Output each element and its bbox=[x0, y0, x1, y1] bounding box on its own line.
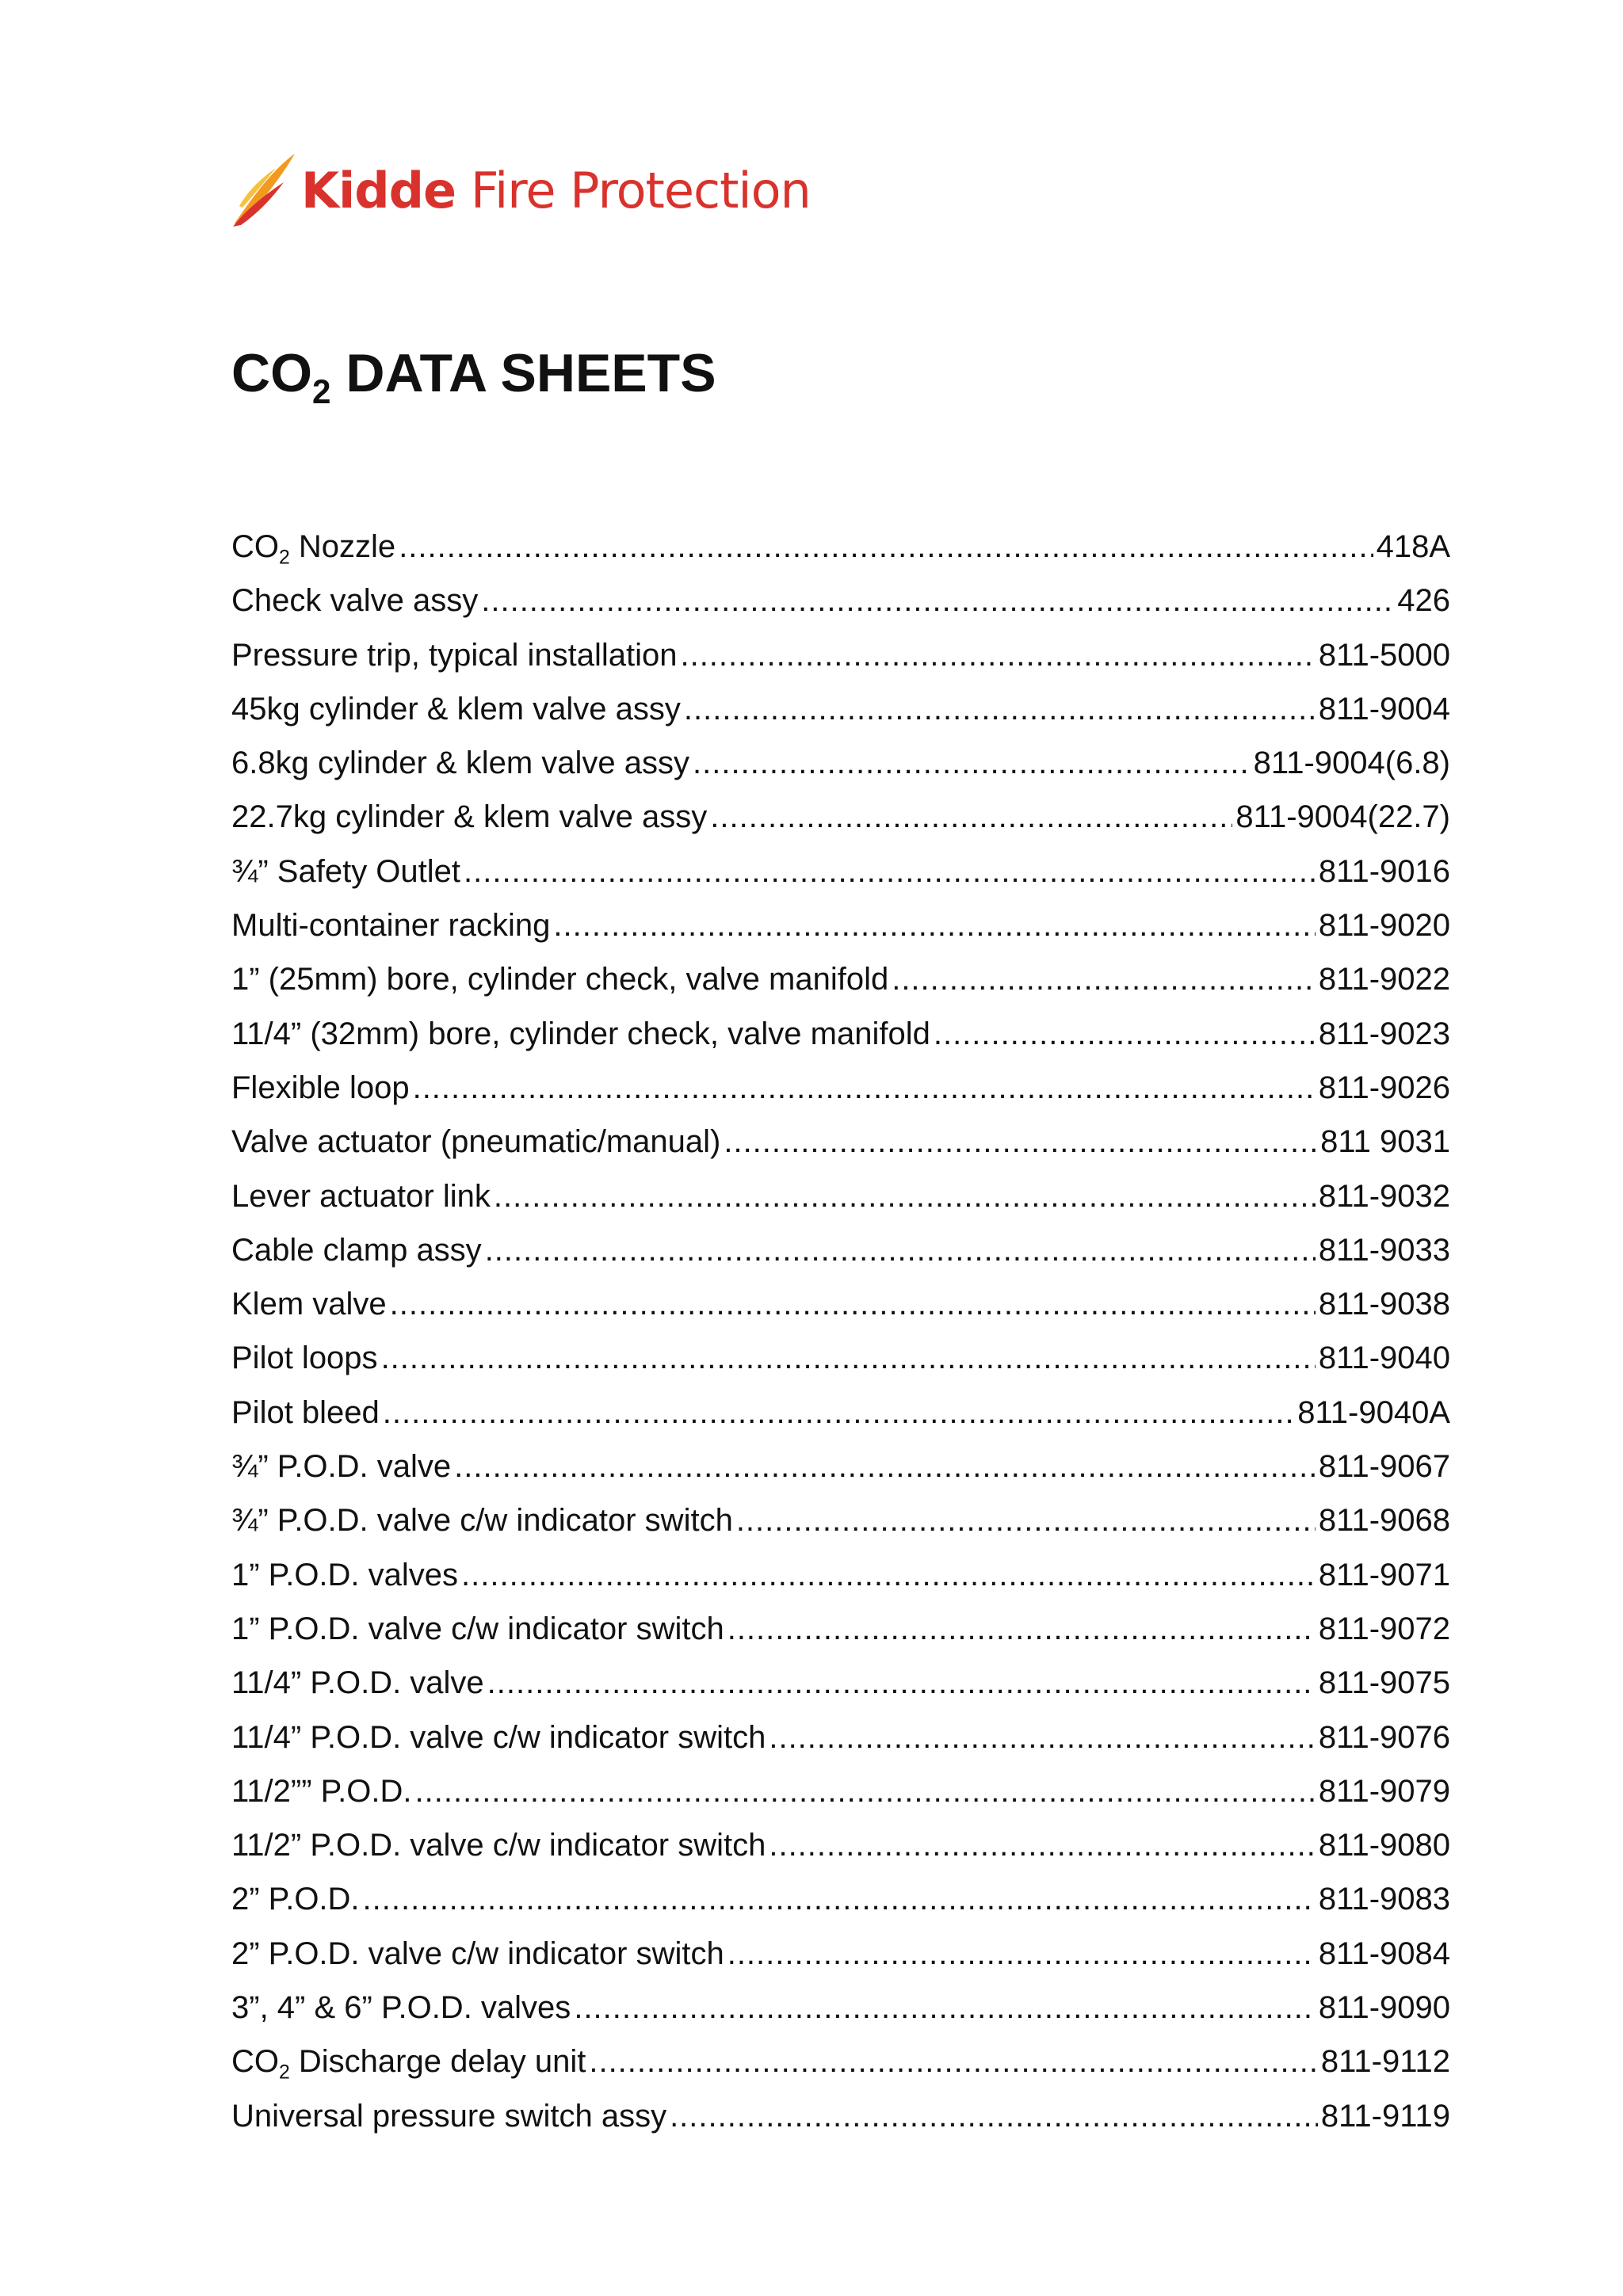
toc-entry-label bbox=[231, 1711, 766, 1764]
toc-dot-leader bbox=[487, 1656, 1316, 1710]
toc-entry bbox=[231, 682, 1450, 736]
toc-dot-leader bbox=[481, 574, 1394, 627]
toc-entry-label-text: 2” P.O.D. bbox=[231, 1882, 360, 1917]
title-prefix: CO bbox=[231, 343, 312, 403]
kidde-logo bbox=[228, 151, 811, 230]
toc-entry bbox=[231, 1818, 1450, 1872]
toc-entry-sheet-number: 811-9075 bbox=[1318, 1665, 1450, 1701]
toc-entry-label-text: Nozzle bbox=[289, 529, 396, 564]
toc-entry-sheet-number: 811-9022 bbox=[1318, 962, 1450, 997]
toc-entry-label bbox=[231, 790, 707, 844]
toc-entry-label bbox=[231, 736, 689, 790]
toc-entry-label-text: Universal pressure switch assy bbox=[231, 2098, 667, 2134]
toc-entry bbox=[231, 1331, 1450, 1385]
toc-entry-label-text: 11/2”” P.O.D. bbox=[231, 1773, 412, 1809]
toc-dot-leader bbox=[363, 1872, 1316, 1926]
logo-subtitle: Fire Protection bbox=[456, 161, 811, 219]
toc-dot-leader bbox=[589, 2035, 1318, 2088]
toc-entry-label-text: Pilot loops bbox=[231, 1341, 378, 1376]
toc-entry-label bbox=[231, 1440, 451, 1493]
toc-dot-leader bbox=[710, 790, 1232, 844]
title-suffix: DATA SHEETS bbox=[330, 343, 716, 403]
toc-entry bbox=[231, 1872, 1450, 1926]
toc-entry-label-text: 2” P.O.D. valve c/w indicator switch bbox=[231, 1936, 724, 1971]
toc-entry-label-text: Check valve assy bbox=[231, 583, 479, 619]
toc-entry bbox=[231, 1386, 1450, 1440]
toc-entry-sheet-number: 811-9079 bbox=[1318, 1773, 1450, 1809]
toc-entry bbox=[231, 1440, 1450, 1493]
toc-entry-label-text: ¾” P.O.D. valve bbox=[231, 1449, 452, 1485]
toc-entry-sheet-number: 811-9020 bbox=[1318, 908, 1450, 944]
toc-entry bbox=[231, 1764, 1450, 1818]
toc-dot-leader bbox=[727, 1602, 1316, 1656]
toc-entry bbox=[231, 1277, 1450, 1331]
toc-entry-label bbox=[231, 682, 681, 736]
toc-entry-label bbox=[231, 1007, 930, 1061]
toc-entry bbox=[231, 898, 1450, 952]
toc-entry-label-text: 1” P.O.D. valves bbox=[231, 1557, 459, 1592]
toc-dot-leader bbox=[769, 1711, 1316, 1764]
toc-entry-sheet-number: 426 bbox=[1397, 583, 1450, 619]
toc-entry-label bbox=[231, 898, 550, 952]
toc-entry-label-text: Lever actuator link bbox=[231, 1178, 491, 1214]
toc-entry bbox=[231, 1548, 1450, 1602]
toc-entry-label bbox=[231, 1277, 387, 1331]
toc-entry-label bbox=[231, 1981, 571, 2035]
toc-entry-label-text: 11/4” P.O.D. valve bbox=[231, 1665, 484, 1701]
toc-entry-label bbox=[231, 1331, 378, 1385]
toc-entry-sheet-number: 811-5000 bbox=[1318, 637, 1450, 673]
toc-entry bbox=[231, 1656, 1450, 1710]
toc-entry-label-text: 11/2” P.O.D. valve c/w indicator switch bbox=[231, 1828, 766, 1863]
toc-entry-label bbox=[231, 520, 395, 574]
toc-entry bbox=[231, 790, 1450, 844]
toc-entry-label-text: 11/4” P.O.D. valve c/w indicator switch bbox=[231, 1719, 766, 1755]
toc-entry bbox=[231, 1223, 1450, 1277]
toc-entry bbox=[231, 1169, 1450, 1223]
toc-entry-sheet-number: 811-9119 bbox=[1320, 2098, 1450, 2134]
toc-dot-leader bbox=[415, 1764, 1316, 1818]
toc-entry-sheet-number: 811-9080 bbox=[1318, 1828, 1450, 1863]
toc-entry-label-text: 6.8kg cylinder & klem valve assy bbox=[231, 746, 690, 781]
toc-entry-label bbox=[231, 1656, 484, 1710]
toc-entry-sheet-number: 811-9040A bbox=[1297, 1394, 1450, 1430]
toc-entry-label bbox=[231, 1548, 458, 1602]
toc-dot-leader bbox=[769, 1818, 1316, 1872]
toc-entry-label-text: 1” (25mm) bore, cylinder check, valve manifold bbox=[231, 962, 889, 997]
toc-entry-sheet-number: 811-9004(6.8) bbox=[1253, 746, 1450, 781]
toc-entry-sheet-number: 811-9004 bbox=[1318, 691, 1450, 727]
toc-entry-label-text: ¾” P.O.D. valve c/w indicator switch bbox=[231, 1503, 733, 1539]
kidde-flame-swoosh-icon bbox=[228, 151, 298, 230]
toc-entry-sheet-number: 811-9090 bbox=[1318, 1990, 1450, 2026]
toc-entry-label bbox=[231, 1223, 482, 1277]
toc-entry-sheet-number: 811-9004(22.7) bbox=[1235, 799, 1450, 835]
toc-entry bbox=[231, 1115, 1450, 1169]
toc-dot-leader bbox=[383, 1386, 1294, 1440]
toc-entry-sheet-number: 811-9076 bbox=[1318, 1719, 1450, 1755]
toc-dot-leader bbox=[390, 1277, 1316, 1331]
toc-entry bbox=[231, 1927, 1450, 1981]
toc-entry-label-text: Pressure trip, typical installation bbox=[231, 637, 678, 673]
toc-entry-label bbox=[231, 2089, 666, 2143]
toc-dot-leader bbox=[464, 845, 1316, 898]
toc-entry bbox=[231, 2089, 1450, 2143]
toc-entry bbox=[231, 1061, 1450, 1115]
toc-entry-label bbox=[231, 1115, 720, 1169]
toc-entry bbox=[231, 574, 1450, 627]
toc-entry-label bbox=[231, 1764, 412, 1818]
toc-entry bbox=[231, 845, 1450, 898]
toc-entry-sheet-number: 811-9068 bbox=[1318, 1503, 1450, 1539]
toc-entry bbox=[231, 736, 1450, 790]
toc-entry-sheet-number: 811-9033 bbox=[1318, 1232, 1450, 1268]
toc-entry-sheet-number: 811-9083 bbox=[1318, 1882, 1450, 1917]
toc-entry-label bbox=[231, 628, 677, 682]
toc-entry bbox=[231, 1602, 1450, 1656]
logo-brand: Kidde bbox=[301, 161, 456, 219]
toc-entry-label bbox=[231, 1602, 724, 1656]
toc-entry-label-subscript: 2 bbox=[279, 2061, 290, 2084]
toc-entry-sheet-number: 811-9023 bbox=[1318, 1016, 1450, 1051]
table-of-contents bbox=[231, 520, 1450, 2143]
toc-entry bbox=[231, 1493, 1450, 1547]
toc-entry-sheet-number: 811-9026 bbox=[1318, 1070, 1450, 1105]
toc-entry-label-prefix: CO bbox=[231, 2044, 279, 2080]
toc-entry-label-text: ¾” Safety Outlet bbox=[231, 853, 461, 889]
toc-entry-label bbox=[231, 1169, 491, 1223]
toc-entry-label-text: Discharge delay unit bbox=[289, 2044, 586, 2080]
toc-dot-leader bbox=[684, 682, 1316, 736]
toc-entry-label bbox=[231, 1872, 360, 1926]
toc-dot-leader bbox=[736, 1493, 1316, 1547]
toc-entry-label bbox=[231, 1386, 380, 1440]
toc-entry-label-text: 45kg cylinder & klem valve assy bbox=[231, 691, 681, 727]
toc-entry-sheet-number: 811-9032 bbox=[1318, 1178, 1450, 1214]
toc-entry bbox=[231, 2035, 1450, 2088]
toc-dot-leader bbox=[381, 1331, 1316, 1385]
toc-dot-leader bbox=[454, 1440, 1316, 1493]
toc-dot-leader bbox=[399, 520, 1373, 574]
toc-entry-label bbox=[231, 1818, 766, 1872]
page-title bbox=[231, 342, 716, 410]
toc-dot-leader bbox=[892, 952, 1316, 1006]
toc-entry-label-text: Multi-container racking bbox=[231, 908, 551, 944]
toc-entry-sheet-number: 811-9084 bbox=[1318, 1936, 1450, 1971]
logo-wordmark bbox=[301, 162, 811, 219]
toc-dot-leader bbox=[724, 1115, 1317, 1169]
toc-dot-leader bbox=[693, 736, 1251, 790]
toc-dot-leader bbox=[413, 1061, 1316, 1115]
toc-entry-sheet-number: 811-9038 bbox=[1318, 1287, 1450, 1322]
toc-entry-label-prefix: CO bbox=[231, 529, 279, 564]
toc-entry bbox=[231, 520, 1450, 574]
toc-entry-sheet-number: 811-9016 bbox=[1318, 853, 1450, 889]
toc-entry-label-text: Cable clamp assy bbox=[231, 1232, 482, 1268]
toc-dot-leader bbox=[553, 898, 1316, 952]
toc-entry-label bbox=[231, 1493, 733, 1547]
title-subscript: 2 bbox=[312, 372, 331, 410]
toc-dot-leader bbox=[485, 1223, 1316, 1277]
toc-dot-leader bbox=[574, 1981, 1316, 2035]
toc-entry-label-subscript: 2 bbox=[279, 547, 290, 569]
toc-entry bbox=[231, 1711, 1450, 1764]
toc-entry-label-text: 22.7kg cylinder & klem valve assy bbox=[231, 799, 708, 835]
toc-dot-leader bbox=[727, 1927, 1316, 1981]
toc-entry bbox=[231, 952, 1450, 1006]
toc-entry-label-text: 3”, 4” & 6” P.O.D. valves bbox=[231, 1990, 571, 2026]
toc-entry-label bbox=[231, 574, 478, 627]
toc-entry-label-text: 1” P.O.D. valve c/w indicator switch bbox=[231, 1611, 724, 1646]
toc-entry-label-text: Valve actuator (pneumatic/manual) bbox=[231, 1124, 721, 1160]
toc-entry bbox=[231, 1981, 1450, 2035]
toc-entry-label-text: Klem valve bbox=[231, 1287, 387, 1322]
toc-entry-sheet-number: 811-9067 bbox=[1318, 1449, 1450, 1485]
toc-dot-leader bbox=[494, 1169, 1316, 1223]
toc-entry-sheet-number: 811-9112 bbox=[1320, 2044, 1450, 2080]
toc-entry-sheet-number: 811-9071 bbox=[1318, 1557, 1450, 1592]
toc-entry-sheet-number: 811 9031 bbox=[1320, 1124, 1450, 1160]
toc-entry-label bbox=[231, 845, 460, 898]
toc-entry-label bbox=[231, 1927, 724, 1981]
toc-entry-sheet-number: 811-9072 bbox=[1318, 1611, 1450, 1646]
toc-dot-leader bbox=[461, 1548, 1316, 1602]
toc-entry-label bbox=[231, 1061, 410, 1115]
toc-entry-label-text: Pilot bleed bbox=[231, 1394, 380, 1430]
toc-entry bbox=[231, 1007, 1450, 1061]
toc-dot-leader bbox=[680, 628, 1315, 682]
toc-entry-label-text: Flexible loop bbox=[231, 1070, 410, 1105]
toc-dot-leader bbox=[934, 1007, 1316, 1061]
toc-entry bbox=[231, 628, 1450, 682]
toc-entry-label-text: 11/4” (32mm) bore, cylinder check, valve manifold bbox=[231, 1016, 930, 1051]
toc-entry-sheet-number: 811-9040 bbox=[1318, 1341, 1450, 1376]
toc-entry-label bbox=[231, 2035, 586, 2088]
toc-dot-leader bbox=[670, 2089, 1318, 2143]
toc-entry-sheet-number: 418A bbox=[1376, 529, 1450, 564]
toc-entry-label bbox=[231, 952, 888, 1006]
